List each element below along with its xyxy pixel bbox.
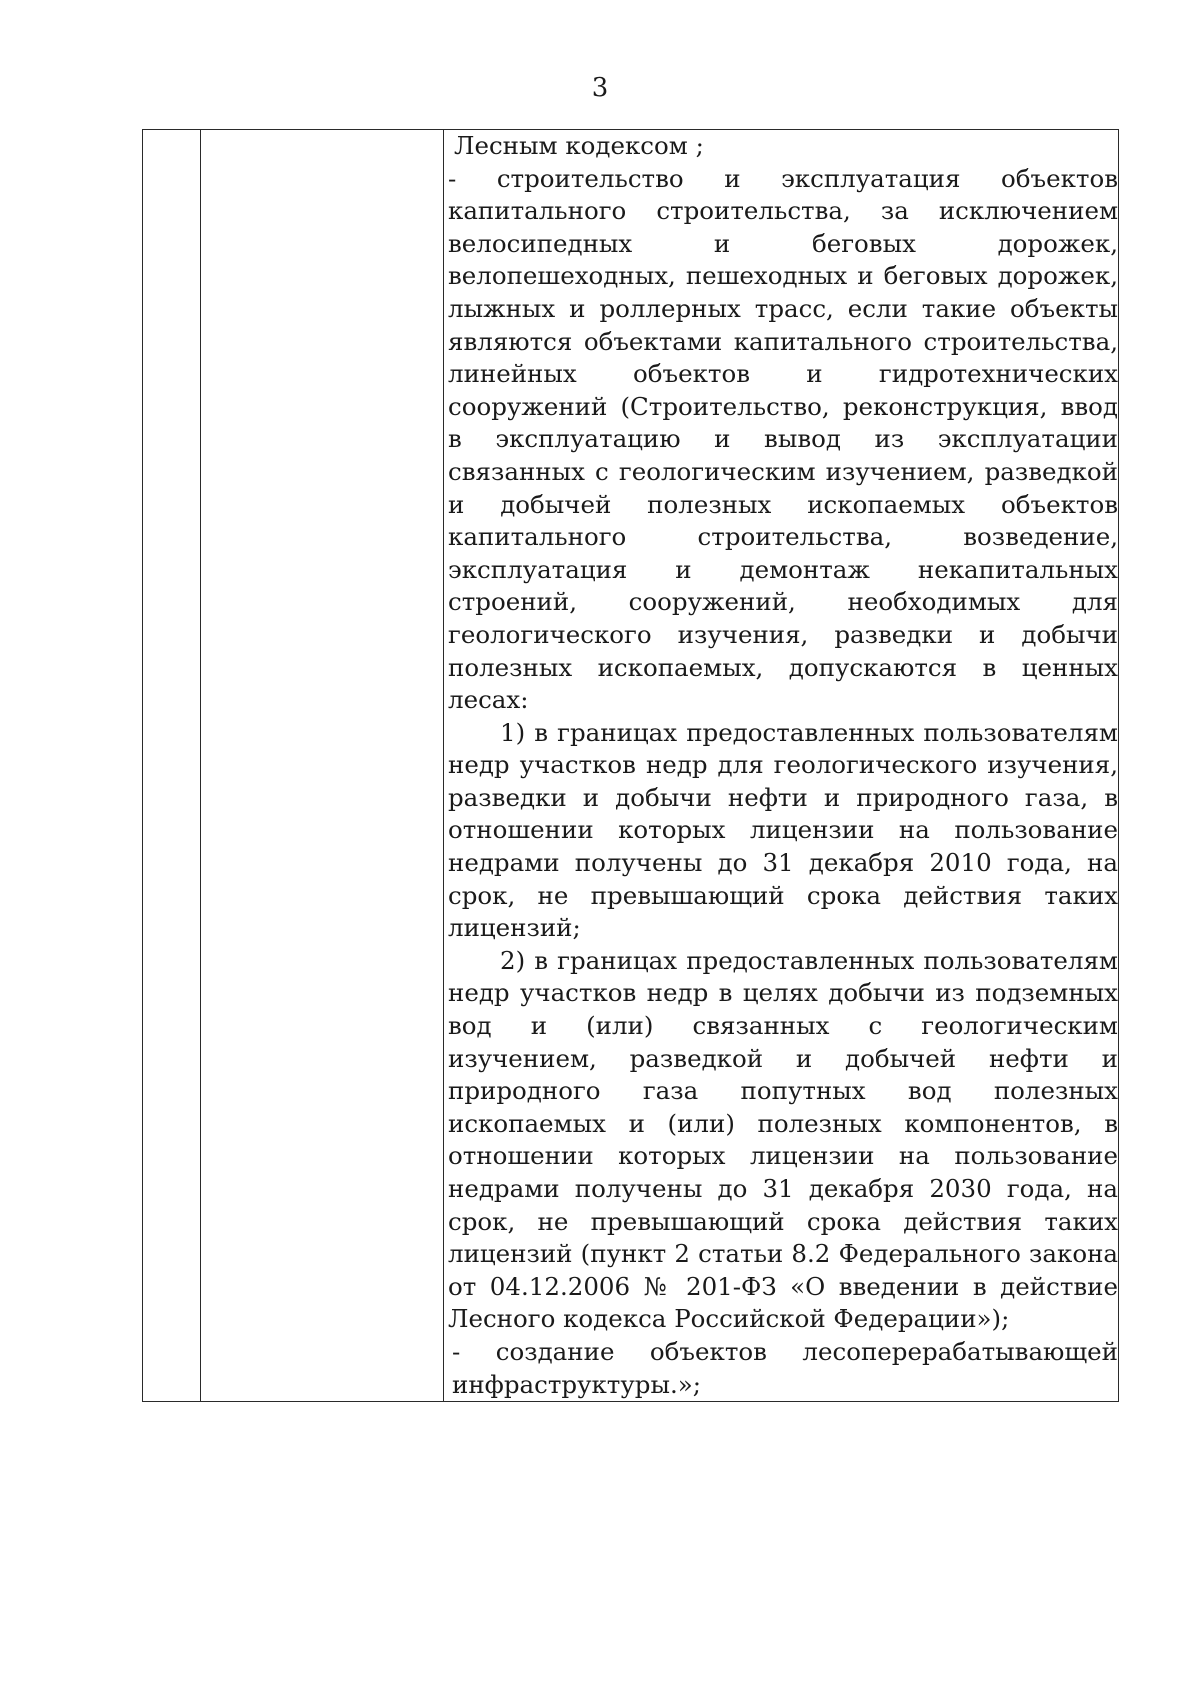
table-cell-content: [444, 130, 1119, 1402]
table-row: [143, 130, 1119, 1402]
paragraph-infrastructure: - создание объектов лесоперерабатывающей инфраструктуры.»;: [452, 1336, 1118, 1399]
document-table: [142, 129, 1119, 1402]
table-cell-number: [143, 130, 201, 1402]
paragraph-item-2: 2) в границах предоставленных пользователям недр участков недр в целях добычи из подземных вод и (или) связанных с геологическим изучением, разведкой и добычей нефти и природного газа попутных вод полезных ископаемых и (или) полезных компонентов, в отношении которых лицензии на пользование недрами получены до 31 декабря 2030 года, на срок, не превышающий срока действия таких лицензий (пункт 2 статьи 8.2 Федерального закона от 04.12.2006 № 201-ФЗ «О введении в действие Лесного кодекса Российской Федерации»);: [448, 945, 1118, 1334]
table-cell-name: [201, 130, 444, 1402]
paragraph-intro: Лесным кодексом ;: [454, 131, 704, 160]
page-number: 3: [591, 73, 609, 103]
paragraph-item-1: 1) в границах предоставленных пользователям недр участков недр для геологического изучения, разведки и добычи нефти и природного газа, в отношении которых лицензии на пользование недрами получены до 31 декабря 2010 года, на срок, не превышающий срока действия таких лицензий;: [448, 717, 1118, 943]
paragraph-construction: - строительство и эксплуатация объектов капитального строительства, за исключением велосипедных и беговых дорожек, велопешеходных, пешеходных и беговых дорожек, лыжных и роллерных трасс, если такие объекты являются объектами капитального строительства, линейных объектов и гидротехнических сооружений (Строительство, реконструкция, ввод в эксплуатацию и вывод из эксплуатации связанных с геологическим изучением, разведкой и добычей полезных ископаемых объектов капитального строительства, возведение, эксплуатация и демонтаж некапитальных строений, сооружений, необходимых для геологического изучения, разведки и добычи полезных ископаемых, допускаются в ценных лесах:: [448, 163, 1118, 715]
